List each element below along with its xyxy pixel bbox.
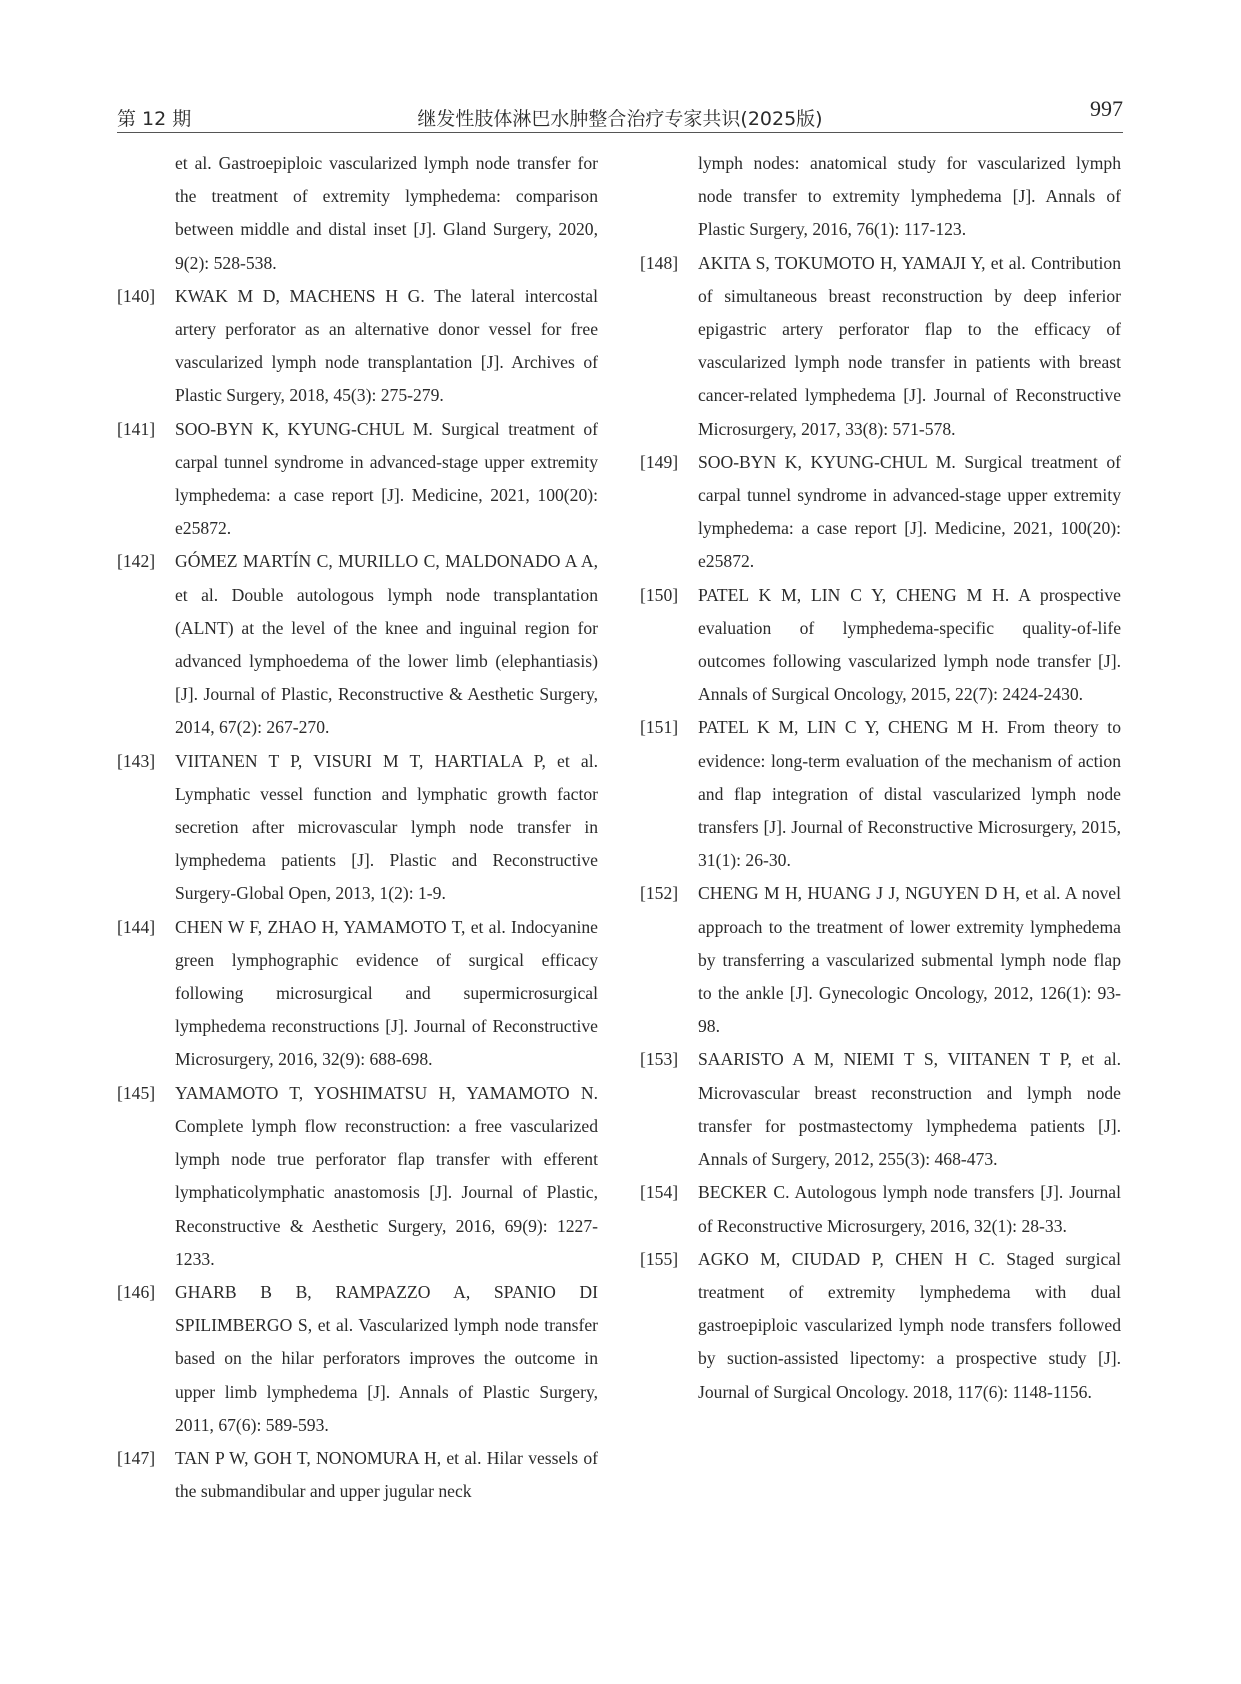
reference-number: [140] (117, 285, 156, 306)
reference-142 (117, 545, 598, 744)
issue-label: 第 12 期 (117, 108, 192, 130)
reference-number: [152] (640, 883, 679, 904)
reference-145 (117, 1077, 598, 1276)
reference-154 (640, 1176, 1121, 1242)
reference-number: [141] (117, 418, 156, 439)
reference-144 (117, 911, 598, 1077)
reference-text: GÓMEZ MARTÍN C, MURILLO C, MALDONADO A A, et al. Double autologous lymph node transplantation (ALNT) at the level of the knee and inguinal region for advanced lymphoedema of the lower limb (elephantiasis) [J]. Journal of Plastic, Reconstructive & Aesthetic Surgery, 2014, 67(2): 267-270. (175, 551, 598, 738)
reference-text: YAMAMOTO T, YOSHIMATSU H, YAMAMOTO N. Complete lymph flow reconstruction: a free vascularized lymph node true perforator flap transfer with efferent lymphaticolymphatic anastomosis [J]. Journal of Plastic, Reconstructive & Aesthetic Surgery, 2016, 69(9): 1227-1233. (175, 1082, 598, 1269)
reference-140 (117, 280, 598, 413)
reference-155 (640, 1243, 1121, 1409)
reference-text: lymph nodes: anatomical study for vascularized lymph node transfer to extremity lymphedema [J]. Annals of Plastic Surgery, 2016, 76(1): 117-123. (698, 153, 1121, 240)
page-number: 997 (1090, 96, 1123, 121)
left-column (117, 147, 598, 1508)
reference-number: [150] (640, 584, 679, 605)
reference-number: [143] (117, 750, 156, 771)
running-header (117, 92, 1123, 133)
reference-number: [145] (117, 1082, 156, 1103)
reference-141 (117, 413, 598, 546)
reference-text: KWAK M D, MACHENS H G. The lateral intercostal artery perforator as an alternative donor vessel for free vascularized lymph node transplantation [J]. Archives of Plastic Surgery, 2018, 45(3): 275-279. (175, 285, 598, 406)
reference-number: [144] (117, 916, 156, 937)
reference-147 (117, 1442, 598, 1508)
reference-text: SAARISTO A M, NIEMI T S, VIITANEN T P, et al. Microvascular breast reconstruction and lymph node transfer for postmastectomy lymphedema patients [J]. Annals of Surgery, 2012, 255(3): 468-473. (698, 1049, 1121, 1170)
reference-143 (117, 745, 598, 911)
reference-text: TAN P W, GOH T, NONOMURA H, et al. Hilar vessels of the submandibular and upper jugular neck (175, 1447, 598, 1502)
reference-number: [154] (640, 1182, 679, 1203)
reference-148 (640, 247, 1121, 446)
reference-text: AGKO M, CIUDAD P, CHEN H C. Staged surgical treatment of extremity lymphedema with dual gastroepiploic vascularized lymph node transfers followed by suction-assisted lipectomy: a prospective study [J]. Journal of Surgical Oncology. 2018, 117(6): 1148-1156. (698, 1248, 1121, 1402)
reference-continuation (640, 147, 1121, 247)
reference-number: [142] (117, 551, 156, 572)
reference-text: PATEL K M, LIN C Y, CHENG M H. From theory to evidence: long-term evaluation of the mechanism of action and flap integration of distal vascularized lymph node transfers [J]. Journal of Reconstructive Microsurgery, 2015, 31(1): 26-30. (698, 717, 1121, 871)
reference-152 (640, 877, 1121, 1043)
reference-text: BECKER C. Autologous lymph node transfers [J]. Journal of Reconstructive Microsurgery, 2016, 32(1): 28-33. (698, 1182, 1121, 1236)
reference-text: PATEL K M, LIN C Y, CHENG M H. A prospective evaluation of lymphedema-specific quality-of-life outcomes following vascularized lymph node transfer [J]. Annals of Surgical Oncology, 2015, 22(7): 2424-2430. (698, 584, 1121, 705)
reference-number: [151] (640, 717, 679, 738)
reference-151 (640, 711, 1121, 877)
reference-number: [147] (117, 1447, 156, 1468)
reference-text: CHENG M H, HUANG J J, NGUYEN D H, et al. A novel approach to the treatment of lower extremity lymphedema by transferring a vascularized submental lymph node flap to the ankle [J]. Gynecologic Oncology, 2012, 126(1): 93-98. (698, 883, 1121, 1037)
reference-continuation (117, 147, 598, 280)
reference-number: [148] (640, 252, 679, 273)
reference-number: [155] (640, 1248, 679, 1269)
reference-153 (640, 1043, 1121, 1176)
reference-150 (640, 579, 1121, 712)
reference-text: CHEN W F, ZHAO H, YAMAMOTO T, et al. Indocyanine green lymphographic evidence of surgical efficacy following microsurgical and supermicrosurgical lymphedema reconstructions [J]. Journal of Reconstructive Microsurgery, 2016, 32(9): 688-698. (175, 916, 598, 1070)
reference-text: AKITA S, TOKUMOTO H, YAMAJI Y, et al. Contribution of simultaneous breast reconstruction by deep inferior epigastric artery perforator flap to the efficacy of vascularized lymph node transfer in patients with breast cancer-related lymphedema [J]. Journal of Reconstructive Microsurgery, 2017, 33(8): 571-578. (698, 252, 1121, 439)
reference-text: et al. Gastroepiploic vascularized lymph node transfer for the treatment of extremity lymphedema: comparison between middle and distal inset [J]. Gland Surgery, 2020, 9(2): 528-538. (175, 153, 598, 273)
reference-149 (640, 446, 1121, 579)
reference-text: GHARB B B, RAMPAZZO A, SPANIO DI SPILIMBERGO S, et al. Vascularized lymph node transfer based on the hilar perforators improves the outcome in upper limb lymphedema [J]. Annals of Plastic Surgery, 2011, 67(6): 589-593. (175, 1281, 598, 1435)
reference-text: SOO-BYN K, KYUNG-CHUL M. Surgical treatment of carpal tunnel syndrome in advanced-stage upper extremity lymphedema: a case report [J]. Medicine, 2021, 100(20): e25872. (175, 418, 598, 539)
reference-number: [146] (117, 1281, 156, 1302)
running-title: 继发性肢体淋巴水肿整合治疗专家共识(2025版) (417, 108, 823, 130)
right-column (640, 147, 1121, 1409)
reference-number: [149] (640, 451, 679, 472)
reference-text: VIITANEN T P, VISURI M T, HARTIALA P, et al. Lymphatic vessel function and lymphatic growth factor secretion after microvascular lymph node transfer in lymphedema patients [J]. Plastic and Reconstructive Surgery-Global Open, 2013, 1(2): 1-9. (175, 750, 598, 904)
reference-text: SOO-BYN K, KYUNG-CHUL M. Surgical treatment of carpal tunnel syndrome in advanced-stage upper extremity lymphedema: a case report [J]. Medicine, 2021, 100(20): e25872. (698, 451, 1121, 572)
reference-146 (117, 1276, 598, 1442)
reference-number: [153] (640, 1049, 679, 1070)
